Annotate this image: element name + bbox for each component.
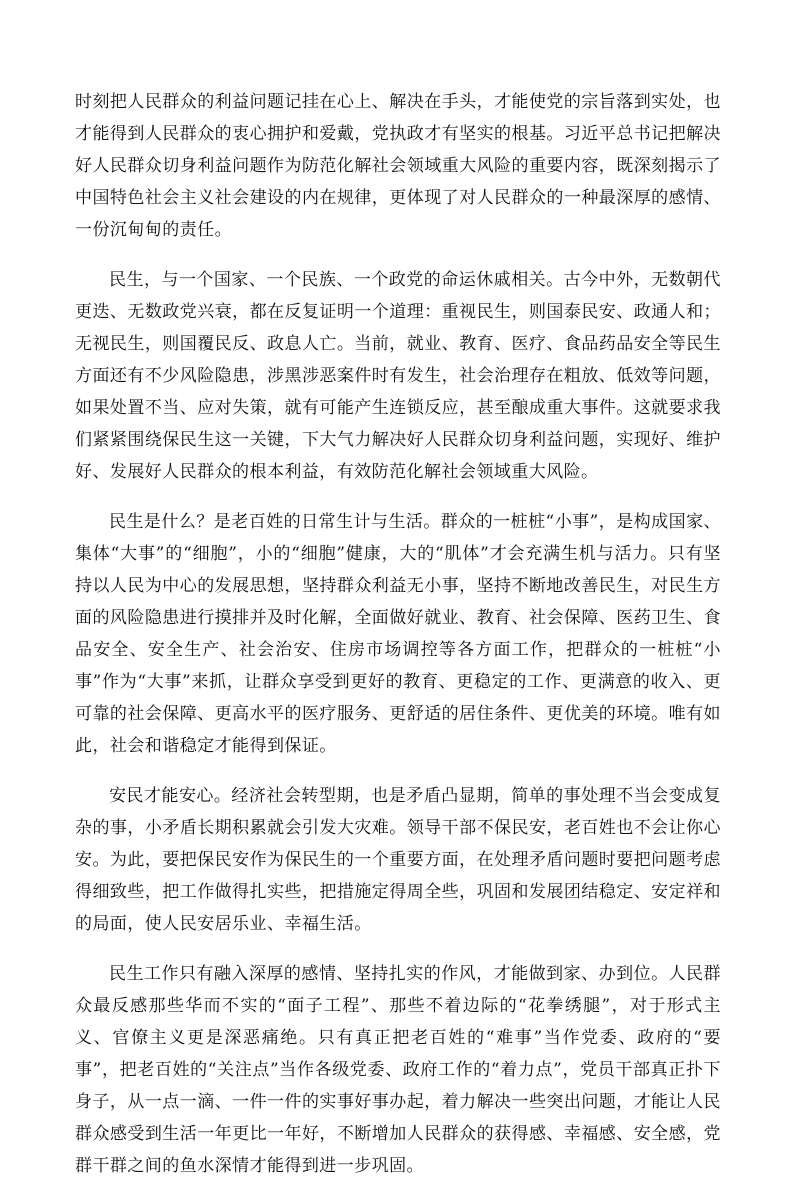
paragraph-3: 民生是什么？是老百姓的日常生计与生活。群众的一桩桩“小事”，是构成国家、集体“大事”的“细胞”，小的“细胞”健康，大的“肌体”才会充满生机与活力。只有坚持以人民为中心的发展思想，坚持群众利益无小事，坚持不断地改善民生，对民生方面的风险隐患进行摸排并及时化解，全面做好就业、教育、社会保障、医药卫生、食品安全、安全生产、社会治安、住房市场调控等各方面工作，把群众的一桩桩“小事”作为“大事”来抓，让群众享受到更好的教育、更稳定的工作、更满意的收入、更可靠的社会保障、更高水平的医疗服务、更舒适的居住条件、更优美的环境。唯有如此，社会和谐稳定才能得到保证。: [75, 512, 721, 756]
paragraph-5: 民生工作只有融入深厚的感情、坚持扎实的作风，才能做到家、办到位。人民群众最反感那些华而不实的“面子工程”、那些不着边际的“花拳绣腿”，对于形式主义、官僚主义更是深恶痛绝。只有真正把老百姓的“难事”当作党委、政府的“要事”，把老百姓的“关注点”当作各级党委、政府工作的“着力点”，党员干部真正扑下身子，从一点一滴、一件一件的实事好事办起，着力解决一些突出问题，才能让人民群众感受到生活一年更比一年好，不断增加人民群众的获得感、幸福感、安全感，党群干群之间的鱼水深情才能得到进一步巩固。: [75, 964, 721, 1176]
paragraph-4: 安民才能安心。经济社会转型期，也是矛盾凸显期，简单的事处理不当会变成复杂的事，小矛盾长期积累就会引发大灾难。领导干部不保民安，老百姓也不会让你心安。为此，要把保民安作为保民生的一个重要方面，在处理矛盾问题时要把问题考虑得细致些，把工作做得扎实些，把措施定得周全些，巩固和发展团结稳定、安定祥和的局面，使人民安居乐业、幸福生活。: [75, 786, 721, 934]
document-body: [75, 86, 721, 1200]
paragraph-1: 时刻把人民群众的利益问题记挂在心上、解决在手头，才能使党的宗旨落到实处，也才能得到人民群众的衷心拥护和爱戴，党执政才有坚实的根基。习近平总书记把解决好人民群众切身利益问题作为防范化解社会领域重大风险的重要内容，既深刻揭示了中国特色社会主义社会建设的内在规律，更体现了对人民群众的一种最深厚的感情、一份沉甸甸的责任。: [75, 92, 721, 240]
paragraph-2: 民生，与一个国家、一个民族、一个政党的命运休戚相关。古今中外，无数朝代更迭、无数政党兴衰，都在反复证明一个道理：重视民生，则国泰民安、政通人和；无视民生，则国覆民反、政息人亡。当前，就业、教育、医疗、食品药品安全等民生方面还有不少风险隐患，涉黑涉恶案件时有发生，社会治理存在粗放、低效等问题，如果处置不当、应对失策，就有可能产生连锁反应，甚至酿成重大事件。这就要求我们紧紧围绕保民生这一关键，下大气力解决好人民群众切身利益问题，实现好、维护好、发展好人民群众的根本利益，有效防范化解社会领域重大风险。: [75, 270, 721, 482]
